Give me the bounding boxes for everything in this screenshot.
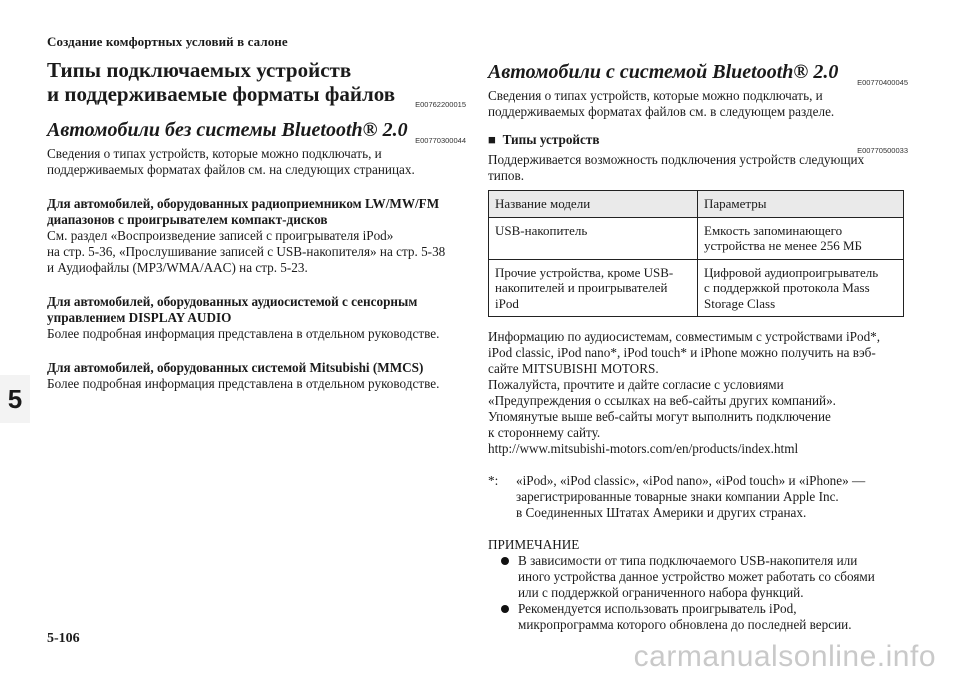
table-header-row [489,191,904,218]
info-line: сайте MITSUBISHI MOTORS. [488,361,659,376]
cell-line: Цифровой аудиопроигрыватель [704,264,879,280]
table-cell [698,217,904,259]
chapter-tab [0,375,30,423]
info-line: iPod classic, iPod nano*, iPod touch* и iPhone можно получить на вэб- [488,345,876,360]
table-cell [489,217,698,259]
footnote-mark: *: [488,473,499,488]
website-url: http://www.mitsubishi-motors.com/en/products/index.html [488,441,799,456]
right-column [488,60,908,633]
device-types-heading [488,132,908,155]
square-bullet-icon: ■ [488,132,496,147]
cell-line: накопителей и проигрывателей [495,280,668,295]
section-cd-radio [47,196,462,276]
left-column [47,58,466,392]
main-heading [47,58,466,109]
section-mmcs [47,360,462,392]
section-heading-bluetooth [488,60,908,87]
section-heading: Для автомобилей, оборудованных аудиосистемой с сенсорным [47,294,418,309]
cell-line: USB-накопитель [495,222,588,238]
section-text: на стр. 5-36, «Прослушивание записей с USB-накопителя» на стр. 5-38 [47,244,446,259]
footnote-text [516,473,865,521]
section-text: и Аудиофайлы (MP3/WMA/AAC) на стр. 5-23. [47,260,308,275]
table-cell [698,259,904,317]
cell-line: устройства не менее 256 МБ [704,238,862,253]
note-block [488,537,908,633]
footnote-line: в Соединенных Штатах Америки и других странах. [516,505,807,520]
cell-line: iPod [495,295,519,311]
info-line: Упомянутые выше веб-сайты могут выполнить подключение [488,409,831,424]
section-text: Более подробная информация представлена в отдельном руководстве. [47,326,440,341]
note-line: В зависимости от типа подключаемого USB-накопителя или [518,553,858,568]
page-number: 5-106 [47,631,80,646]
subtitle-bluetooth: Автомобили с системой Bluetooth® 2.0 [488,61,839,83]
section-text: Более подробная информация представлена в отдельном руководстве. [47,376,440,391]
watermark: carmanualsonline.info [633,640,936,673]
table-header-cell: Название модели [489,191,698,218]
compatibility-info [488,329,908,457]
intro-line: Сведения о типах устройств, которые можно подключать, и [47,146,382,161]
table-header-cell: Параметры [698,191,904,218]
chapter-number: 5 [7,383,23,414]
running-header: Создание комфортных условий в салоне [47,34,288,49]
table-cell [489,259,698,317]
section-text: См. раздел «Воспроизведение записей с проигрывателя iPod» [47,228,394,243]
intro-paragraph [488,88,908,120]
intro-paragraph [47,146,462,178]
device-types-title [488,132,908,148]
note-item [488,553,908,601]
section-heading: Для автомобилей, оборудованных системой Mitsubishi (MMCS) [47,360,424,375]
cell-line: Storage Class [704,295,776,311]
footnote [488,473,908,521]
info-line: Информацию по аудиосистемам, совместимым с устройствами iPod*, [488,329,881,344]
table-row [489,259,904,317]
device-types-label: Типы устройств [502,132,600,147]
section-display-audio [47,294,462,342]
intro-line: поддерживаемых форматах файлов см. на следующих страницах. [47,162,415,177]
intro-line: поддерживаемых форматах файлов см. в следующем разделе. [488,104,835,119]
note-line: иного устройства данное устройство может работать со сбоями [518,569,875,584]
bullet-dot-icon [501,557,509,565]
note-line: Рекомендуется использовать проигрыватель iPod, [518,601,797,616]
footnote-line: зарегистрированные товарные знаки компании Apple Inc. [516,489,839,504]
device-types-code: E00770500033 [857,146,908,155]
info-line: к стороннему сайту. [488,425,601,440]
main-title-code: E00762200015 [415,100,466,109]
info-line: Пожалуйста, прочтите и дайте согласие с условиями [488,377,784,392]
subtitle-code: E00770400045 [857,78,908,87]
section-heading: управлением DISPLAY AUDIO [47,310,232,325]
table-row [489,217,904,259]
subtitle-code: E00770300044 [415,136,466,145]
note-line: или с поддержкой ограниченного набора функций. [518,585,804,600]
section-heading: Для автомобилей, оборудованных радиоприемником LW/MW/FM [47,196,440,211]
device-types-paragraph [488,152,908,184]
main-title-line2: и поддерживаемые форматы файлов [47,82,396,106]
section-heading-no-bluetooth [47,118,466,145]
cell-line: Прочие устройства, кроме USB- [495,264,674,280]
paragraph-line: Поддерживается возможность подключения устройств следующих [488,152,865,167]
note-item [488,601,908,633]
cell-line: с поддержкой протокола Mass [704,280,870,295]
cell-line: Емкость запоминающего [704,222,843,238]
info-line: «Предупреждения о ссылках на веб-сайты других компаний». [488,393,836,408]
footnote-line: «iPod», «iPod classic», «iPod nano», «iPod touch» и «iPhone» — [516,473,866,488]
device-table [488,190,904,317]
subtitle-no-bluetooth: Автомобили без системы Bluetooth® 2.0 [47,119,408,141]
main-title-line1: Типы подключаемых устройств [47,58,352,82]
paragraph-line: типов. [488,168,524,183]
note-line: микропрограмма которого обновлена до последней версии. [518,617,852,632]
note-title: ПРИМЕЧАНИЕ [488,537,580,552]
intro-line: Сведения о типах устройств, которые можно подключать, и [488,88,823,103]
bullet-dot-icon [501,605,509,613]
section-heading: диапазонов с проигрывателем компакт-дисков [47,212,328,227]
